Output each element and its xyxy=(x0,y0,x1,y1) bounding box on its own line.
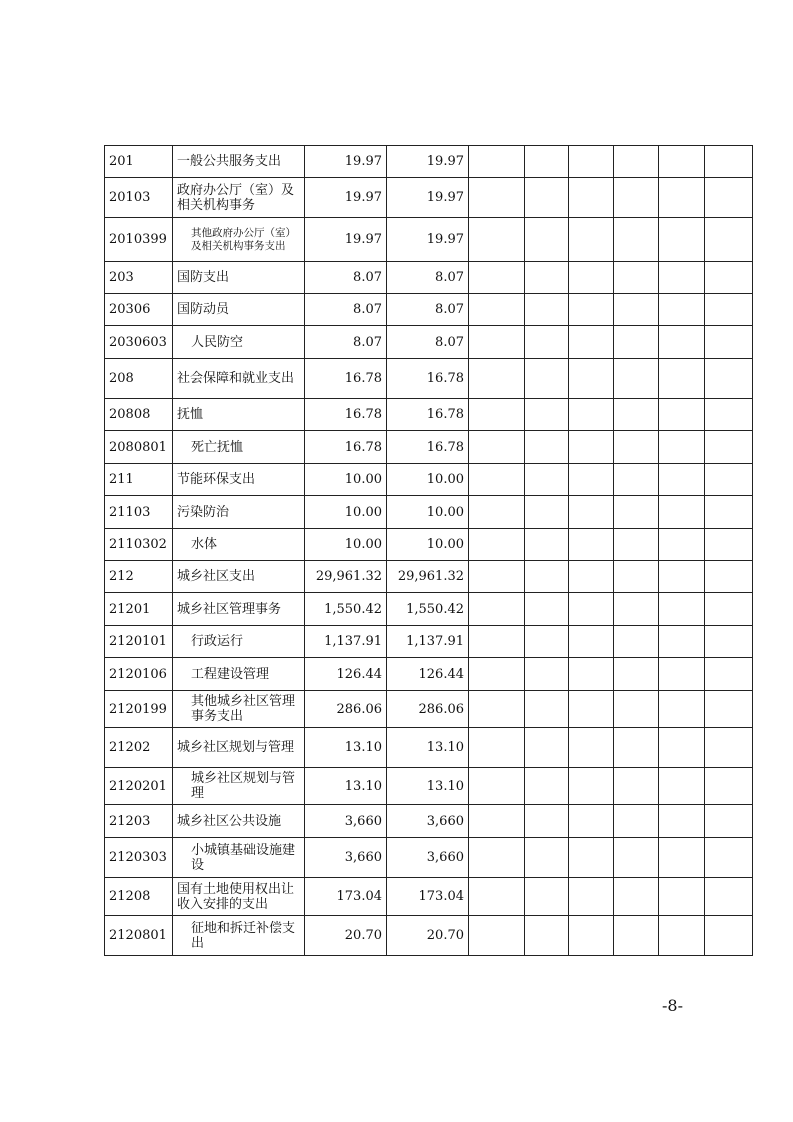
empty-cell xyxy=(659,561,705,593)
total-amount: 16.78 xyxy=(305,359,387,399)
total-amount: 173.04 xyxy=(305,878,387,916)
subject-name: 其他政府办公厅（室）及相关机构事务支出 xyxy=(173,218,305,262)
empty-cell xyxy=(525,218,569,262)
empty-cell xyxy=(659,262,705,294)
basic-expenditure-amount: 13.10 xyxy=(387,768,469,805)
empty-cell xyxy=(569,691,614,728)
empty-cell xyxy=(469,359,525,399)
empty-cell xyxy=(659,496,705,529)
subject-name: 节能环保支出 xyxy=(173,464,305,496)
table-row xyxy=(105,916,753,956)
subject-code: 211 xyxy=(105,464,173,496)
empty-cell xyxy=(569,262,614,294)
empty-cell xyxy=(705,878,753,916)
subject-name: 一般公共服务支出 xyxy=(173,146,305,178)
table-row xyxy=(105,838,753,878)
basic-expenditure-amount: 20.70 xyxy=(387,916,469,956)
empty-cell xyxy=(614,294,659,326)
empty-cell xyxy=(469,262,525,294)
subject-name: 城乡社区支出 xyxy=(173,561,305,593)
empty-cell xyxy=(614,658,659,691)
subject-name: 城乡社区管理事务 xyxy=(173,593,305,626)
subject-code: 212 xyxy=(105,561,173,593)
empty-cell xyxy=(525,294,569,326)
total-amount: 3,660 xyxy=(305,805,387,838)
empty-cell xyxy=(569,218,614,262)
empty-cell xyxy=(705,768,753,805)
empty-cell xyxy=(614,178,659,218)
subject-name: 城乡社区规划与管理 xyxy=(173,728,305,768)
basic-expenditure-amount: 10.00 xyxy=(387,529,469,561)
empty-cell xyxy=(614,916,659,956)
empty-cell xyxy=(569,805,614,838)
empty-cell xyxy=(525,431,569,464)
empty-cell xyxy=(469,728,525,768)
empty-cell xyxy=(569,561,614,593)
empty-cell xyxy=(614,691,659,728)
empty-cell xyxy=(525,561,569,593)
empty-cell xyxy=(659,146,705,178)
empty-cell xyxy=(659,178,705,218)
table-row xyxy=(105,529,753,561)
empty-cell xyxy=(469,218,525,262)
empty-cell xyxy=(525,838,569,878)
subject-code: 2080801 xyxy=(105,431,173,464)
empty-cell xyxy=(469,561,525,593)
empty-cell xyxy=(705,593,753,626)
empty-cell xyxy=(614,728,659,768)
empty-cell xyxy=(569,728,614,768)
empty-cell xyxy=(469,431,525,464)
subject-code: 20103 xyxy=(105,178,173,218)
basic-expenditure-amount: 16.78 xyxy=(387,359,469,399)
subject-code: 20306 xyxy=(105,294,173,326)
empty-cell xyxy=(469,838,525,878)
total-amount: 20.70 xyxy=(305,916,387,956)
total-amount: 8.07 xyxy=(305,326,387,359)
subject-code: 20808 xyxy=(105,399,173,431)
empty-cell xyxy=(659,218,705,262)
empty-cell xyxy=(469,916,525,956)
empty-cell xyxy=(659,593,705,626)
empty-cell xyxy=(614,768,659,805)
total-amount: 3,660 xyxy=(305,838,387,878)
subject-name: 城乡社区公共设施 xyxy=(173,805,305,838)
table-row xyxy=(105,878,753,916)
empty-cell xyxy=(705,294,753,326)
total-amount: 10.00 xyxy=(305,464,387,496)
subject-name: 政府办公厅（室）及相关机构事务 xyxy=(173,178,305,218)
empty-cell xyxy=(659,464,705,496)
empty-cell xyxy=(705,431,753,464)
empty-cell xyxy=(659,294,705,326)
basic-expenditure-amount: 19.97 xyxy=(387,218,469,262)
table-row xyxy=(105,399,753,431)
empty-cell xyxy=(614,431,659,464)
empty-cell xyxy=(659,326,705,359)
table-row xyxy=(105,359,753,399)
basic-expenditure-amount: 29,961.32 xyxy=(387,561,469,593)
table-row xyxy=(105,691,753,728)
empty-cell xyxy=(525,728,569,768)
empty-cell xyxy=(469,626,525,658)
total-amount: 10.00 xyxy=(305,496,387,529)
empty-cell xyxy=(469,399,525,431)
empty-cell xyxy=(614,218,659,262)
empty-cell xyxy=(569,178,614,218)
table-row xyxy=(105,561,753,593)
subject-code: 203 xyxy=(105,262,173,294)
empty-cell xyxy=(469,146,525,178)
total-amount: 19.97 xyxy=(305,146,387,178)
empty-cell xyxy=(525,326,569,359)
subject-code: 201 xyxy=(105,146,173,178)
empty-cell xyxy=(469,294,525,326)
empty-cell xyxy=(569,399,614,431)
empty-cell xyxy=(469,768,525,805)
basic-expenditure-amount: 16.78 xyxy=(387,399,469,431)
basic-expenditure-amount: 1,550.42 xyxy=(387,593,469,626)
empty-cell xyxy=(614,359,659,399)
table-row xyxy=(105,626,753,658)
empty-cell xyxy=(614,561,659,593)
empty-cell xyxy=(705,691,753,728)
subject-name: 工程建设管理 xyxy=(173,658,305,691)
empty-cell xyxy=(569,431,614,464)
table-row xyxy=(105,658,753,691)
empty-cell xyxy=(525,496,569,529)
empty-cell xyxy=(705,146,753,178)
empty-cell xyxy=(525,658,569,691)
subject-name: 小城镇基础设施建设 xyxy=(173,838,305,878)
empty-cell xyxy=(525,593,569,626)
basic-expenditure-amount: 19.97 xyxy=(387,178,469,218)
subject-code: 2110302 xyxy=(105,529,173,561)
empty-cell xyxy=(569,464,614,496)
basic-expenditure-amount: 10.00 xyxy=(387,464,469,496)
total-amount: 8.07 xyxy=(305,294,387,326)
subject-name: 国防动员 xyxy=(173,294,305,326)
empty-cell xyxy=(469,878,525,916)
empty-cell xyxy=(705,496,753,529)
empty-cell xyxy=(659,626,705,658)
empty-cell xyxy=(659,431,705,464)
table-body xyxy=(105,146,753,956)
empty-cell xyxy=(614,878,659,916)
empty-cell xyxy=(469,805,525,838)
empty-cell xyxy=(469,658,525,691)
empty-cell xyxy=(614,399,659,431)
table-row xyxy=(105,593,753,626)
subject-code: 2030603 xyxy=(105,326,173,359)
empty-cell xyxy=(659,728,705,768)
empty-cell xyxy=(659,768,705,805)
subject-name: 国防支出 xyxy=(173,262,305,294)
empty-cell xyxy=(469,496,525,529)
total-amount: 13.10 xyxy=(305,768,387,805)
subject-name: 死亡抚恤 xyxy=(173,431,305,464)
empty-cell xyxy=(569,359,614,399)
empty-cell xyxy=(614,626,659,658)
total-amount: 13.10 xyxy=(305,728,387,768)
empty-cell xyxy=(525,878,569,916)
empty-cell xyxy=(614,326,659,359)
empty-cell xyxy=(659,838,705,878)
empty-cell xyxy=(659,529,705,561)
subject-name: 征地和拆迁补偿支出 xyxy=(173,916,305,956)
empty-cell xyxy=(659,658,705,691)
basic-expenditure-amount: 16.78 xyxy=(387,431,469,464)
total-amount: 19.97 xyxy=(305,218,387,262)
empty-cell xyxy=(469,326,525,359)
empty-cell xyxy=(705,399,753,431)
table-row xyxy=(105,431,753,464)
empty-cell xyxy=(469,691,525,728)
total-amount: 10.00 xyxy=(305,529,387,561)
basic-expenditure-amount: 1,137.91 xyxy=(387,626,469,658)
total-amount: 1,550.42 xyxy=(305,593,387,626)
empty-cell xyxy=(705,805,753,838)
subject-name: 人民防空 xyxy=(173,326,305,359)
subject-code: 21202 xyxy=(105,728,173,768)
subject-code: 2010399 xyxy=(105,218,173,262)
empty-cell xyxy=(614,529,659,561)
empty-cell xyxy=(525,464,569,496)
basic-expenditure-amount: 126.44 xyxy=(387,658,469,691)
empty-cell xyxy=(659,359,705,399)
empty-cell xyxy=(705,658,753,691)
subject-name: 社会保障和就业支出 xyxy=(173,359,305,399)
total-amount: 126.44 xyxy=(305,658,387,691)
subject-code: 21103 xyxy=(105,496,173,529)
empty-cell xyxy=(469,529,525,561)
basic-expenditure-amount: 173.04 xyxy=(387,878,469,916)
empty-cell xyxy=(705,728,753,768)
subject-name: 污染防治 xyxy=(173,496,305,529)
empty-cell xyxy=(569,768,614,805)
empty-cell xyxy=(659,691,705,728)
total-amount: 29,961.32 xyxy=(305,561,387,593)
total-amount: 16.78 xyxy=(305,399,387,431)
empty-cell xyxy=(705,326,753,359)
subject-code: 21201 xyxy=(105,593,173,626)
empty-cell xyxy=(469,593,525,626)
subject-code: 2120101 xyxy=(105,626,173,658)
empty-cell xyxy=(525,359,569,399)
empty-cell xyxy=(525,805,569,838)
subject-code: 2120106 xyxy=(105,658,173,691)
subject-code: 21203 xyxy=(105,805,173,838)
empty-cell xyxy=(525,262,569,294)
table-row xyxy=(105,768,753,805)
subject-name: 其他城乡社区管理事务支出 xyxy=(173,691,305,728)
empty-cell xyxy=(705,838,753,878)
subject-name: 国有土地使用权出让收入安排的支出 xyxy=(173,878,305,916)
empty-cell xyxy=(705,916,753,956)
subject-code: 208 xyxy=(105,359,173,399)
empty-cell xyxy=(569,658,614,691)
empty-cell xyxy=(659,878,705,916)
empty-cell xyxy=(469,178,525,218)
empty-cell xyxy=(469,464,525,496)
empty-cell xyxy=(614,838,659,878)
subject-name: 城乡社区规划与管理 xyxy=(173,768,305,805)
empty-cell xyxy=(659,805,705,838)
empty-cell xyxy=(659,916,705,956)
empty-cell xyxy=(569,496,614,529)
subject-name: 抚恤 xyxy=(173,399,305,431)
basic-expenditure-amount: 3,660 xyxy=(387,805,469,838)
empty-cell xyxy=(569,916,614,956)
empty-cell xyxy=(525,916,569,956)
empty-cell xyxy=(525,691,569,728)
empty-cell xyxy=(614,496,659,529)
table-row xyxy=(105,262,753,294)
empty-cell xyxy=(569,146,614,178)
empty-cell xyxy=(705,561,753,593)
empty-cell xyxy=(569,626,614,658)
basic-expenditure-amount: 8.07 xyxy=(387,326,469,359)
subject-code: 2120801 xyxy=(105,916,173,956)
empty-cell xyxy=(705,178,753,218)
total-amount: 16.78 xyxy=(305,431,387,464)
basic-expenditure-amount: 8.07 xyxy=(387,262,469,294)
subject-code: 2120199 xyxy=(105,691,173,728)
empty-cell xyxy=(705,359,753,399)
empty-cell xyxy=(614,464,659,496)
empty-cell xyxy=(705,464,753,496)
empty-cell xyxy=(614,593,659,626)
basic-expenditure-amount: 10.00 xyxy=(387,496,469,529)
empty-cell xyxy=(569,326,614,359)
basic-expenditure-amount: 286.06 xyxy=(387,691,469,728)
table-row xyxy=(105,294,753,326)
subject-code: 2120201 xyxy=(105,768,173,805)
subject-code: 21208 xyxy=(105,878,173,916)
basic-expenditure-amount: 3,660 xyxy=(387,838,469,878)
table-row xyxy=(105,178,753,218)
empty-cell xyxy=(525,529,569,561)
empty-cell xyxy=(705,626,753,658)
empty-cell xyxy=(569,593,614,626)
empty-cell xyxy=(705,529,753,561)
empty-cell xyxy=(525,768,569,805)
subject-code: 2120303 xyxy=(105,838,173,878)
empty-cell xyxy=(659,399,705,431)
budget-table xyxy=(104,145,753,956)
empty-cell xyxy=(569,529,614,561)
empty-cell xyxy=(525,178,569,218)
total-amount: 8.07 xyxy=(305,262,387,294)
total-amount: 1,137.91 xyxy=(305,626,387,658)
table-row xyxy=(105,146,753,178)
subject-name: 水体 xyxy=(173,529,305,561)
empty-cell xyxy=(614,805,659,838)
table-row xyxy=(105,326,753,359)
empty-cell xyxy=(525,399,569,431)
subject-name: 行政运行 xyxy=(173,626,305,658)
total-amount: 19.97 xyxy=(305,178,387,218)
table-row xyxy=(105,728,753,768)
total-amount: 286.06 xyxy=(305,691,387,728)
table-row xyxy=(105,805,753,838)
table-row xyxy=(105,496,753,529)
table-row xyxy=(105,218,753,262)
empty-cell xyxy=(614,262,659,294)
empty-cell xyxy=(569,878,614,916)
basic-expenditure-amount: 8.07 xyxy=(387,294,469,326)
empty-cell xyxy=(525,146,569,178)
empty-cell xyxy=(569,294,614,326)
table-row xyxy=(105,464,753,496)
empty-cell xyxy=(614,146,659,178)
basic-expenditure-amount: 13.10 xyxy=(387,728,469,768)
page-number: -8- xyxy=(662,996,683,1015)
empty-cell xyxy=(525,626,569,658)
basic-expenditure-amount: 19.97 xyxy=(387,146,469,178)
empty-cell xyxy=(705,262,753,294)
empty-cell xyxy=(569,838,614,878)
empty-cell xyxy=(705,218,753,262)
